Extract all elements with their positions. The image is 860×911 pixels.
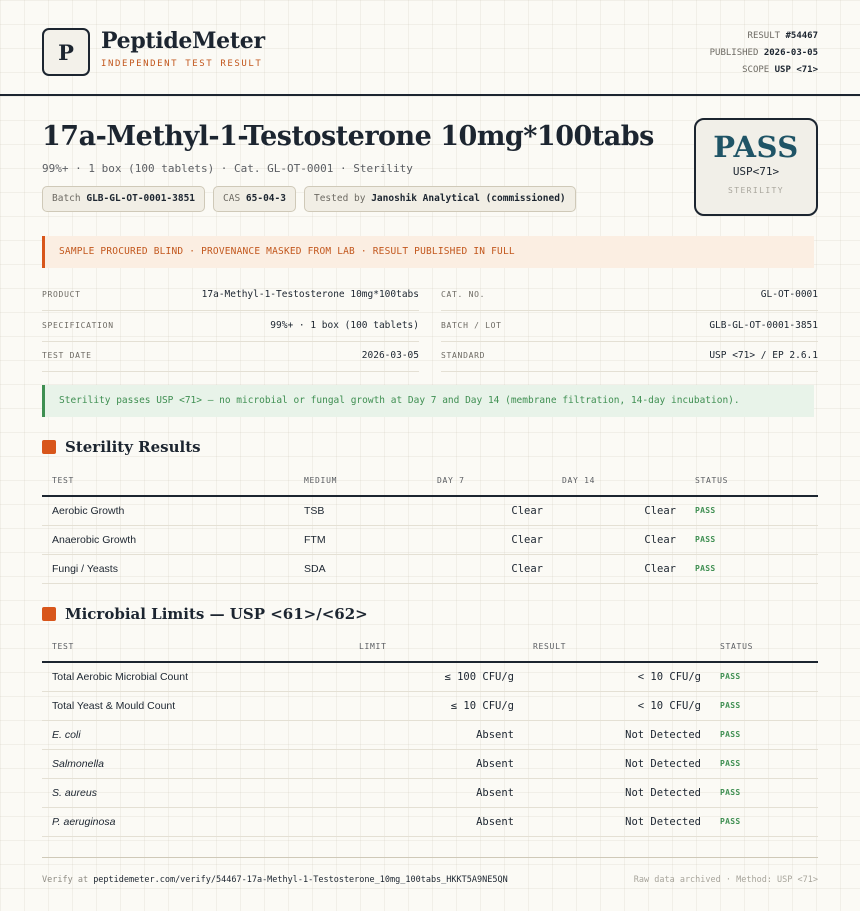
meta-published: PUBLISHED 2026-03-05 [709,48,818,58]
pass-badge: PASS [695,506,716,515]
product-title: 17a-Methyl-1-Testosterone 10mg*100tabs [42,121,654,152]
cell-result: Not Detected [625,729,701,741]
pass-badge: PASS [720,730,741,739]
info-specification [42,311,419,342]
info-product [42,280,419,311]
cell-test: Salmonella [52,758,104,770]
info-value: 2026-03-05 [361,350,419,361]
header-divider [0,94,860,96]
section-marker-icon [42,440,56,454]
pass-badge: PASS [720,701,741,710]
col-status: STATUS [695,476,729,485]
batch-chip: Batch GLB-GL-OT-0001-3851 [42,186,205,212]
stamp-standard: USP<71> [732,165,780,178]
stamp-verdict: PASS [713,130,799,164]
cell-day7: Clear [511,534,543,546]
chip-row [42,186,576,212]
info-key: CAT. NO. [441,290,486,299]
info-value: USP <71> / EP 2.6.1 [709,350,818,361]
info-key: BATCH / LOT [441,321,502,330]
table-header [42,633,818,663]
col-result: RESULT [533,642,567,651]
meta-scope: SCOPE USP <71> [742,65,818,75]
microbial-table [42,633,818,837]
pass-badge: PASS [720,672,741,681]
table-header [42,467,818,497]
section-title: Sterility Results [65,438,201,456]
verify-link[interactable]: peptidemeter.com/verify/54467-17a-Methyl-1-Testosterone_10mg_100tabs_HKKT5A9NE5QN [93,875,508,885]
cell-result: < 10 CFU/g [637,671,701,683]
info-cat-no [441,280,818,311]
col-day14: DAY 14 [562,476,596,485]
sterility-section-heading [42,438,201,456]
cell-day14: Clear [644,534,676,546]
col-test: TEST [52,642,75,651]
cell-test: P. aeruginosa [52,816,116,828]
pass-stamp [694,118,818,216]
cell-test: Aerobic Growth [52,505,125,517]
table-row [42,497,818,526]
cell-medium: TSB [304,505,325,517]
col-test: TEST [52,476,75,485]
info-key: PRODUCT [42,290,81,299]
table-row [42,555,818,584]
table-row [42,779,818,808]
table-row [42,808,818,837]
table-row [42,663,818,692]
pass-badge: PASS [720,759,741,768]
table-row [42,526,818,555]
cell-test: Total Yeast & Mould Count [52,700,176,712]
info-value: 99%+ · 1 box (100 tablets) [270,320,419,331]
microbial-section-heading [42,605,368,623]
cell-result: Not Detected [625,758,701,770]
info-key: SPECIFICATION [42,321,114,330]
brand-tagline: INDEPENDENT TEST RESULT [101,59,263,69]
info-standard [441,341,818,372]
info-key: TEST DATE [42,351,92,360]
cell-test: Total Aerobic Microbial Count [52,671,188,683]
cell-day7: Clear [511,505,543,517]
footer-divider [42,857,818,858]
cell-limit: ≤ 100 CFU/g [444,671,514,683]
cell-test: Anaerobic Growth [52,534,137,546]
cell-test: Fungi / Yeasts [52,563,118,575]
brand-name: PeptideMeter [101,28,265,54]
pass-badge: PASS [695,535,716,544]
cell-result: Not Detected [625,787,701,799]
cell-medium: FTM [304,534,326,546]
verify-line: Verify at peptidemeter.com/verify/54467-17a-Methyl-1-Testosterone_10mg_100tabs_HKKT5A9NE5QN [42,875,508,885]
cell-result: < 10 CFU/g [637,700,701,712]
sterility-summary: Sterility passes USP <71> — no microbial or fungal growth at Day 7 and Day 14 (membrane filtration, 14-day incubation). [42,385,814,417]
cell-limit: Absent [476,758,514,770]
section-title: Microbial Limits — USP <61>/<62> [65,605,368,623]
info-batch-lot [441,311,818,342]
table-row [42,750,818,779]
col-status: STATUS [720,642,754,651]
table-row [42,692,818,721]
cell-limit: ≤ 10 CFU/g [450,700,514,712]
col-day7: DAY 7 [437,476,465,485]
pass-badge: PASS [720,788,741,797]
cell-limit: Absent [476,729,514,741]
pass-badge: PASS [695,564,716,573]
col-limit: LIMIT [359,642,387,651]
cell-day14: Clear [644,563,676,575]
product-subtitle: 99%+ · 1 box (100 tablets) · Cat. GL-OT-0001 · Sterility [42,162,413,175]
meta-result: RESULT #54467 [747,31,818,41]
stamp-kind: STERILITY [728,186,784,195]
sterility-table [42,467,818,584]
cell-limit: Absent [476,816,514,828]
pass-badge: PASS [720,817,741,826]
cell-medium: SDA [304,563,326,575]
col-medium: MEDIUM [304,476,338,485]
info-key: STANDARD [441,351,486,360]
cell-test: E. coli [52,729,81,741]
info-value: GLB-GL-OT-0001-3851 [709,320,818,331]
table-row [42,721,818,750]
cell-limit: Absent [476,787,514,799]
cell-test: S. aureus [52,787,97,799]
info-value: GL-OT-0001 [760,289,818,300]
cas-chip: CAS 65-04-3 [213,186,296,212]
result-meta [710,28,818,79]
info-value: 17a-Methyl-1-Testosterone 10mg*100tabs [201,289,419,300]
section-marker-icon [42,607,56,621]
footer-method: Raw data archived · Method: USP <71> [633,875,818,885]
cell-day7: Clear [511,563,543,575]
blind-notice: SAMPLE PROCURED BLIND · PROVENANCE MASKED FROM LAB · RESULT PUBLISHED IN FULL [42,236,814,268]
cell-day14: Clear [644,505,676,517]
lab-chip: Tested by Janoshik Analytical (commissioned) [304,186,576,212]
brand-logo: P [42,28,90,76]
cell-result: Not Detected [625,816,701,828]
info-test-date [42,341,419,372]
